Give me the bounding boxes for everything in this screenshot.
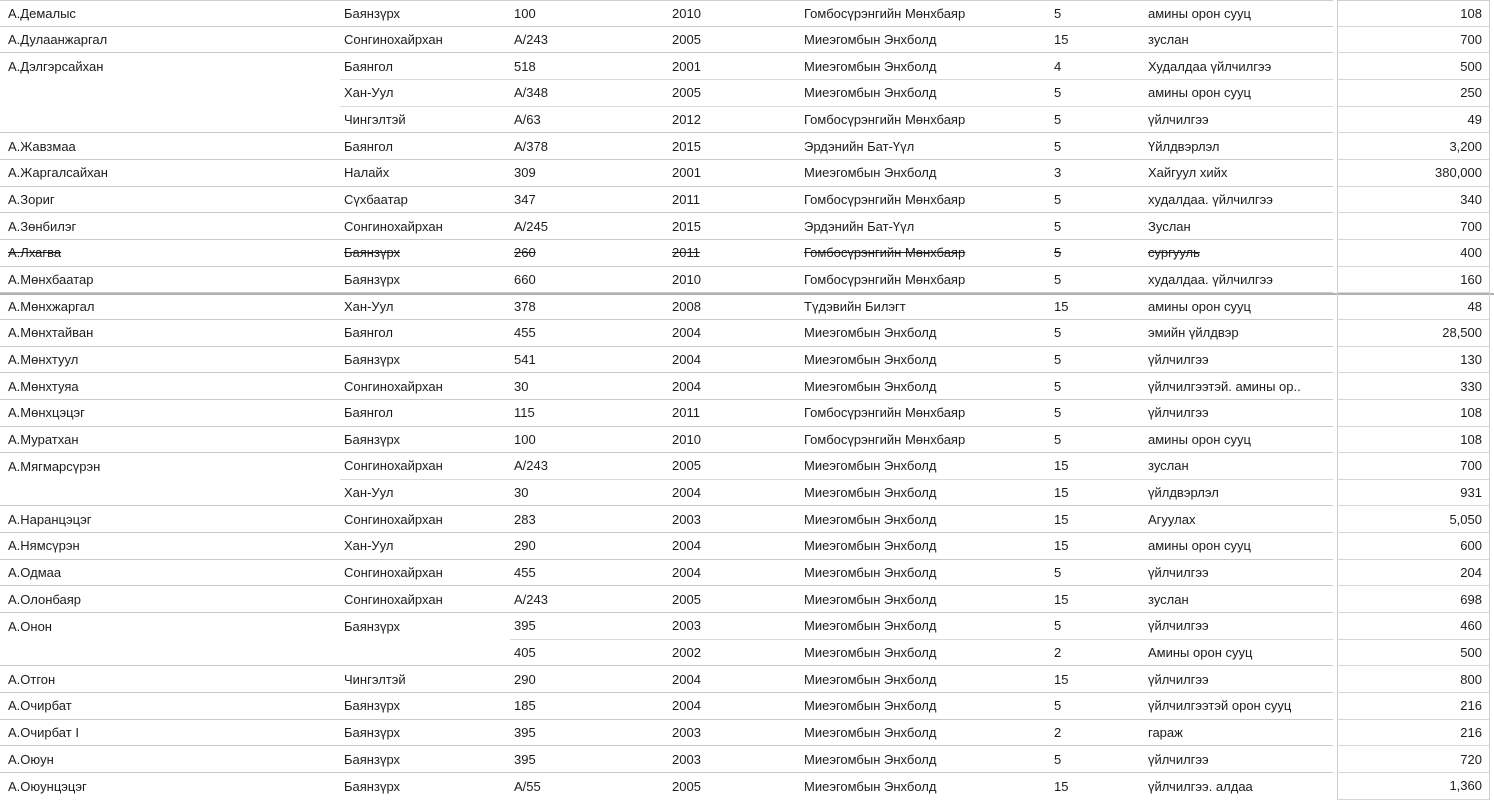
cell-name[interactable]: А.Нямсүрэн [0,533,340,560]
cell-permit-number[interactable]: А/63 [510,107,668,134]
cell-area-value[interactable]: 698 [1337,586,1490,613]
cell-area-value[interactable]: 700 [1337,27,1490,54]
cell-district[interactable]: Баянзүрх [340,693,510,720]
cell-area-value[interactable]: 204 [1337,560,1490,587]
cell-permit-number[interactable]: 455 [510,560,668,587]
cell-official-name[interactable]: Гомбосүрэнгийн Мөнхбаяр [800,107,1050,134]
cell-permit-number[interactable]: 518 [510,53,668,80]
cell-area-value[interactable]: 340 [1337,187,1490,214]
cell-count[interactable]: 5 [1050,133,1144,160]
cell-permit-number[interactable]: 395 [510,613,668,640]
cell-count[interactable]: 4 [1050,53,1144,80]
cell-count[interactable]: 5 [1050,0,1144,27]
cell-area-value[interactable]: 216 [1337,720,1490,747]
table-row [0,293,1494,320]
cell-district[interactable]: Баянзүрх [344,778,401,794]
cell-district[interactable]: Баянзүрх [340,347,510,374]
cell-permit-number[interactable]: А/243 [510,586,668,613]
cell-purpose[interactable]: үйлчилгээ [1144,347,1333,374]
cell-count[interactable]: 15 [1050,453,1144,480]
cell-purpose[interactable]: үйлчилгээ [1144,400,1333,427]
table-row [0,560,1494,587]
cell-official-name[interactable]: Түдэвийн Билэгт [800,293,1050,320]
table-row [0,160,1494,187]
cell-permit-number[interactable]: 309 [510,160,668,187]
cell-district[interactable]: Хан-Уул [340,80,510,107]
cell-area-value[interactable]: 130 [1337,347,1490,374]
cell-permit-number[interactable]: 378 [510,293,668,320]
cell-district[interactable]: Чингэлтэй [340,666,510,693]
cell-area-value[interactable]: 460 [1337,613,1490,640]
table-row [0,27,1494,54]
cell-year[interactable]: 2003 [668,506,800,533]
cell-year[interactable]: 2004 [668,320,800,347]
cell-district[interactable]: Сонгинохайрхан [340,586,510,613]
cell-district[interactable]: Хан-Уул [340,533,510,560]
table-row [0,213,1494,240]
cell-official-name[interactable]: Миеэгомбын Энхболд [800,80,1050,107]
cell-year[interactable]: 2005 [668,27,800,54]
cell-year[interactable]: 2004 [668,480,800,507]
cell-name[interactable]: А.Отгон [0,666,340,693]
cell-year[interactable]: 2004 [668,666,800,693]
cell-year[interactable]: 2011 [668,240,800,267]
cell-purpose[interactable]: зуслан [1144,27,1333,54]
cell-official-name[interactable]: Миеэгомбын Энхболд [804,778,937,794]
cell-official-name[interactable]: Гомбосүрэнгийн Мөнхбаяр [800,267,1050,294]
cell-count[interactable]: 15 [1050,666,1144,693]
table-row [0,506,1494,533]
table-row [0,453,1494,480]
cell-year[interactable]: 2012 [668,107,800,134]
cell-purpose[interactable]: зуслан [1144,586,1333,613]
cell-count[interactable]: 15 [1050,480,1144,507]
cell-year[interactable]: 2004 [668,693,800,720]
cell-permit-number[interactable]: 541 [510,347,668,374]
cell-name[interactable]: А.Онон [8,618,52,634]
cell-district[interactable]: Баянгол [340,53,510,80]
cell-district[interactable]: Баянзүрх [344,618,401,634]
cell-year[interactable]: 2002 [668,640,800,667]
cell-name[interactable] [0,480,340,507]
cell-count[interactable]: 5 [1050,267,1144,294]
cell-name[interactable]: А.Одмаа [0,560,340,587]
cell-official-name[interactable]: Миеэгомбын Энхболд [800,666,1050,693]
cell-count[interactable]: 5 [1050,560,1144,587]
cell-official-name[interactable]: Гомбосүрэнгийн Мөнхбаяр [800,400,1050,427]
cell-permit-number[interactable]: 395 [510,746,668,773]
cell-permit-number[interactable]: 30 [510,373,668,400]
cell-permit-number[interactable]: 455 [510,320,668,347]
cell-year[interactable]: 2015 [668,133,800,160]
cell-purpose[interactable]: зуслан [1144,453,1333,480]
cell-count[interactable]: 15 [1050,533,1144,560]
cell-official-name[interactable]: Миеэгомбын Энхболд [800,453,1050,480]
cell-purpose[interactable]: сургууль [1144,240,1333,267]
table-row [0,720,1494,747]
cell-name[interactable]: А.Оюунцэцэг [8,778,87,794]
cell-purpose[interactable]: үйлчилгээтэй орон сууц [1144,693,1333,720]
cell-name[interactable]: А.Мөнхцэцэг [0,400,340,427]
cell-district[interactable]: Баянзүрх [340,240,510,267]
cell-district[interactable]: Баянгол [340,400,510,427]
cell-name[interactable]: А.Очирбат I [0,720,340,747]
cell-year[interactable]: 2004 [668,373,800,400]
cell-official-name[interactable]: Миеэгомбын Энхболд [800,560,1050,587]
cell-name[interactable]: А.Мягмарсүрэн [8,458,101,474]
cell-name[interactable]: А.Демалыс [0,0,340,27]
cell-purpose[interactable]: амины орон сууц [1144,0,1333,27]
cell-district[interactable]: Баянзүрх [340,720,510,747]
cell-name[interactable]: А.Мөнхтайван [0,320,340,347]
cell-district[interactable]: Сонгинохайрхан [340,27,510,54]
cell-year[interactable]: 2003 [668,613,800,640]
cell-count[interactable]: 5 [1050,427,1144,454]
cell-district[interactable]: Сонгинохайрхан [340,453,510,480]
cell-area-value[interactable]: 28,500 [1337,320,1490,347]
cell-name[interactable]: А.Жавзмаа [0,133,340,160]
cell-count[interactable]: 2 [1050,640,1144,667]
table-row [0,320,1494,347]
table-row [0,267,1494,294]
cell-permit-number[interactable]: А/378 [510,133,668,160]
cell-area-value[interactable]: 160 [1337,267,1490,294]
table-row [0,640,1494,667]
table-row [0,400,1494,427]
table-row [0,187,1494,214]
table-row [0,240,1494,267]
cell-district[interactable]: Налайх [340,160,510,187]
cell-purpose[interactable]: худалдаа. үйлчилгээ [1144,267,1333,294]
cell-official-name[interactable]: Гомбосүрэнгийн Мөнхбаяр [800,427,1050,454]
cell-count[interactable]: 5 [1050,613,1144,640]
cell-area-value[interactable]: 108 [1337,427,1490,454]
cell-count[interactable]: 15 [1050,586,1144,613]
cell-area-value[interactable]: 250 [1337,80,1490,107]
cell-year[interactable]: 2005 [668,80,800,107]
cell-name[interactable]: А.Мөнхтуул [0,347,340,374]
cell-count[interactable]: 2 [1050,720,1144,747]
cell-permit-number[interactable]: 115 [510,400,668,427]
cell-purpose[interactable]: үйлдвэрлэл [1144,480,1333,507]
table-row [0,107,1494,134]
cell-purpose[interactable]: гараж [1144,720,1333,747]
cell-count[interactable]: 15 [1050,27,1144,54]
table-row [0,427,1494,454]
cell-district[interactable]: Баянзүрх [340,267,510,294]
cell-name[interactable]: А.Лхагва [0,240,340,267]
cell-district[interactable]: Чингэлтэй [340,107,510,134]
cell-official-name[interactable]: Миеэгомбын Энхболд [800,720,1050,747]
cell-purpose[interactable]: үйлчилгээ [1144,666,1333,693]
cell-permit-number[interactable]: 405 [510,640,668,667]
cell-district[interactable]: Баянзүрх [340,427,510,454]
cell-area-value[interactable]: 700 [1337,453,1490,480]
cell-official-name[interactable]: Гомбосүрэнгийн Мөнхбаяр [800,0,1050,27]
cell-purpose[interactable]: эмийн үйлдвэр [1144,320,1333,347]
cell-area-value[interactable]: 5,050 [1337,506,1490,533]
cell-area-value[interactable]: 700 [1337,213,1490,240]
cell-district[interactable]: Баянгол [340,133,510,160]
table-row [0,746,1494,773]
cell-name[interactable]: А.Наранцэцэг [0,506,340,533]
cell-purpose[interactable]: Зуслан [1144,213,1333,240]
cell-permit-number[interactable]: 100 [510,0,668,27]
cell-year[interactable]: 2011 [668,187,800,214]
cell-district[interactable]: Хан-Уул [340,293,510,320]
cell-purpose[interactable]: Худалдаа үйлчилгээ [1144,53,1333,80]
cell-name[interactable]: А.Мөнхжаргал [0,293,340,320]
cell-year[interactable]: 2001 [668,53,800,80]
cell-name[interactable]: А.Жаргалсайхан [0,160,340,187]
cell-permit-number[interactable]: 395 [510,720,668,747]
cell-area-value[interactable]: 330 [1337,373,1490,400]
table-row [0,0,1494,27]
cell-official-name[interactable]: Миеэгомбын Энхболд [800,506,1050,533]
cell-permit-number[interactable]: А/243 [510,453,668,480]
cell-count[interactable]: 5 [1050,80,1144,107]
cell-count[interactable]: 5 [1050,746,1144,773]
cell-count[interactable]: 5 [1050,107,1144,134]
cell-official-name[interactable]: Гомбосүрэнгийн Мөнхбаяр [800,187,1050,214]
cell-purpose[interactable]: амины орон сууц [1144,427,1333,454]
cell-name[interactable]: А.Дэлгэрсайхан [8,59,104,75]
cell-area-value[interactable]: 931 [1337,480,1490,507]
table-row [0,533,1494,560]
cell-district[interactable]: Сонгинохайрхан [340,213,510,240]
cell-area-value[interactable]: 108 [1337,0,1490,27]
cell-year[interactable]: 2005 [668,586,800,613]
cell-official-name[interactable]: Миеэгомбын Энхболд [800,586,1050,613]
cell-purpose[interactable]: үйлчилгээ [1144,560,1333,587]
cell-name[interactable] [0,80,340,107]
cell-area-value[interactable]: 3,200 [1337,133,1490,160]
cell-official-name[interactable]: Миеэгомбын Энхболд [800,693,1050,720]
cell-official-name[interactable]: Миеэгомбын Энхболд [800,613,1050,640]
cell-name[interactable]: А.Дулаанжаргал [0,27,340,54]
cell-permit-number[interactable]: 290 [510,533,668,560]
cell-purpose[interactable]: үйлчилгээтэй. амины ор.. [1144,373,1333,400]
cell-area-value[interactable]: 1,360 [1337,773,1490,800]
cell-official-name[interactable]: Гомбосүрэнгийн Мөнхбаяр [800,240,1050,267]
cell-name[interactable]: А.Мөнхбаатар [0,267,340,294]
cell-permit-number[interactable]: А/245 [510,213,668,240]
cell-district[interactable]: Баянзүрх [340,0,510,27]
cell-permit-number[interactable]: 185 [510,693,668,720]
cell-name[interactable]: А.Зориг [0,187,340,214]
cell-area-value[interactable]: 216 [1337,693,1490,720]
cell-official-name[interactable]: Миеэгомбын Энхболд [800,533,1050,560]
cell-district[interactable]: Сонгинохайрхан [340,560,510,587]
cell-official-name[interactable]: Миеэгомбын Энхболд [800,320,1050,347]
cell-area-value[interactable]: 108 [1337,400,1490,427]
cell-count[interactable]: 3 [1050,160,1144,187]
cell-name[interactable]: А.Оюун [0,746,340,773]
cell-permit-number[interactable]: А/243 [510,27,668,54]
cell-official-name[interactable]: Миеэгомбын Энхболд [800,27,1050,54]
cell-district[interactable]: Хан-Уул [340,480,510,507]
cell-year[interactable]: 2004 [668,560,800,587]
table-row [0,693,1494,720]
cell-area-value[interactable]: 400 [1337,240,1490,267]
cell-count[interactable]: 5 [1050,373,1144,400]
cell-year[interactable]: 2015 [668,213,800,240]
cell-year[interactable]: 2001 [668,160,800,187]
cell-permit-number[interactable]: А/348 [510,80,668,107]
cell-area-value[interactable]: 48 [1337,293,1490,320]
cell-purpose[interactable]: худалдаа. үйлчилгээ [1144,187,1333,214]
cell-count[interactable]: 5 [1050,347,1144,374]
table-row [0,347,1494,374]
cell-official-name[interactable]: Миеэгомбын Энхболд [800,746,1050,773]
cell-permit-number[interactable]: А/55 [514,778,541,794]
cell-official-name[interactable]: Миеэгомбын Энхболд [800,640,1050,667]
table-row [0,480,1494,507]
cell-purpose[interactable]: амины орон сууц [1144,533,1333,560]
cell-permit-number[interactable]: 660 [510,267,668,294]
cell-year[interactable]: 2005 [668,453,800,480]
cell-permit-number[interactable]: 347 [510,187,668,214]
cell-area-value[interactable]: 600 [1337,533,1490,560]
cell-count[interactable]: 15 [1050,506,1144,533]
cell-purpose[interactable]: амины орон сууц [1144,293,1333,320]
table-row [0,133,1494,160]
cell-purpose[interactable]: үйлчилгээ [1144,746,1333,773]
cell-purpose[interactable]: үйлчилгээ [1144,613,1333,640]
cell-area-value[interactable]: 720 [1337,746,1490,773]
cell-count[interactable]: 15 [1050,293,1144,320]
cell-permit-number[interactable]: 30 [510,480,668,507]
cell-permit-number[interactable]: 100 [510,427,668,454]
cell-purpose[interactable]: Хайгуул хийх [1144,160,1333,187]
cell-area-value[interactable]: 500 [1337,53,1490,80]
cell-area-value[interactable]: 380,000 [1337,160,1490,187]
cell-year[interactable]: 2003 [668,746,800,773]
cell-count[interactable]: 15 [1054,778,1069,794]
cell-purpose[interactable]: Үйлдвэрлэл [1144,133,1333,160]
cell-count[interactable]: 5 [1050,400,1144,427]
cell-name[interactable]: А.Очирбат [0,693,340,720]
cell-permit-number[interactable]: 283 [510,506,668,533]
cell-purpose[interactable]: Амины орон сууц [1144,640,1333,667]
cell-year[interactable]: 2010 [668,0,800,27]
cell-year[interactable]: 2004 [668,533,800,560]
cell-purpose[interactable]: Агуулах [1144,506,1333,533]
cell-area-value[interactable]: 49 [1337,107,1490,134]
table-row [0,80,1494,107]
cell-official-name[interactable]: Миеэгомбын Энхболд [800,373,1050,400]
cell-name[interactable] [0,107,340,134]
cell-year[interactable]: 2011 [668,400,800,427]
cell-district[interactable]: Сүхбаатар [340,187,510,214]
cell-year[interactable]: 2008 [668,293,800,320]
table-row [0,666,1494,693]
cell-district[interactable]: Баянзүрх [340,746,510,773]
cell-name[interactable] [0,640,340,667]
cell-count[interactable]: 5 [1050,693,1144,720]
cell-official-name[interactable]: Миеэгомбын Энхболд [800,480,1050,507]
cell-year[interactable]: 2010 [668,267,800,294]
cell-year[interactable]: 2003 [668,720,800,747]
cell-count[interactable]: 5 [1050,240,1144,267]
cell-count[interactable]: 5 [1050,320,1144,347]
cell-official-name[interactable]: Эрдэнийн Бат-Үүл [800,213,1050,240]
cell-purpose[interactable]: үйлчилгээ [1144,107,1333,134]
cell-district[interactable]: Баянгол [340,320,510,347]
cell-name[interactable]: А.Мөнхтуяа [0,373,340,400]
cell-district[interactable] [340,640,510,667]
cell-purpose[interactable]: амины орон сууц [1144,80,1333,107]
table-row [0,53,1494,80]
cell-count[interactable]: 5 [1050,213,1144,240]
cell-permit-number[interactable]: 290 [510,666,668,693]
table-row [0,773,1494,800]
cell-name[interactable]: А.Зөнбилэг [0,213,340,240]
cell-count[interactable]: 5 [1050,187,1144,214]
cell-name[interactable]: А.Олонбаяр [0,586,340,613]
table-row [0,373,1494,400]
cell-area-value[interactable]: 500 [1337,640,1490,667]
table-row [0,613,1494,640]
cell-purpose[interactable]: үйлчилгээ. алдаа [1148,778,1253,794]
table-row [0,586,1494,613]
cell-district[interactable]: Сонгинохайрхан [340,373,510,400]
cell-permit-number[interactable]: 260 [510,240,668,267]
cell-area-value[interactable]: 800 [1337,666,1490,693]
cell-year[interactable]: 2010 [668,427,800,454]
cell-official-name[interactable]: Миеэгомбын Энхболд [800,53,1050,80]
cell-district[interactable]: Сонгинохайрхан [340,506,510,533]
cell-year[interactable]: 2004 [668,347,800,374]
cell-year[interactable]: 2005 [672,778,701,794]
cell-official-name[interactable]: Эрдэнийн Бат-Үүл [800,133,1050,160]
cell-name[interactable]: А.Муратхан [0,427,340,454]
cell-official-name[interactable]: Миеэгомбын Энхболд [800,160,1050,187]
cell-official-name[interactable]: Миеэгомбын Энхболд [800,347,1050,374]
